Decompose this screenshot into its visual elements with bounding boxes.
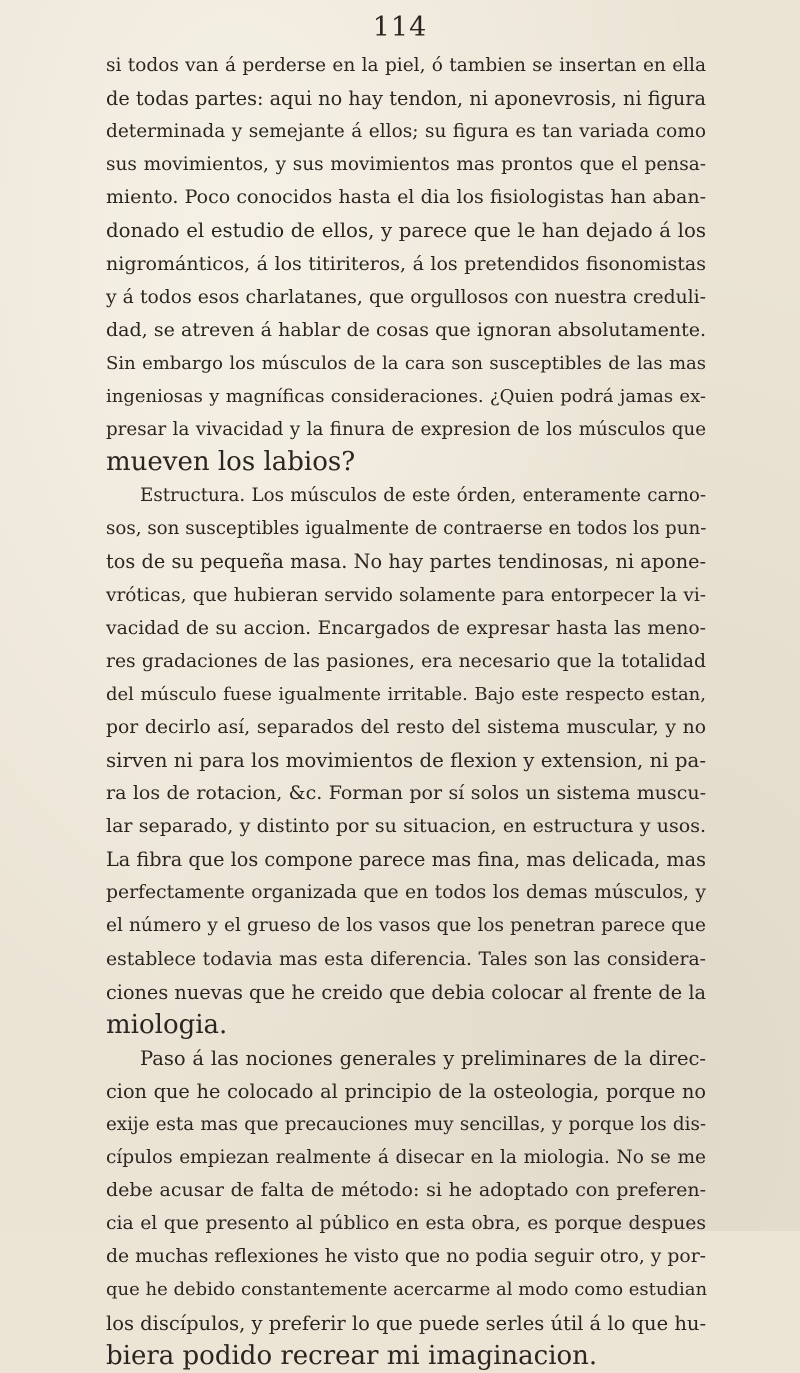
- page-number: 114: [372, 12, 428, 43]
- text-line: ra los de rotacion, &c. Forman por sí solos un sistema muscu-: [106, 782, 706, 805]
- paragraph-end-line: miologia.: [106, 1009, 228, 1040]
- text-line: dad, se atreven á hablar de cosas que ignoran absolutamente.: [106, 318, 706, 341]
- text-line: donado el estudio de ellos, y parece que le han dejado á los: [106, 219, 706, 243]
- text-line: determinada y semejante á ellos; su figura es tan variada como: [106, 121, 706, 143]
- text-line: sos, son susceptibles igualmente de contraerse en todos los pun-: [106, 518, 707, 540]
- text-line: perfectamente organizada que en todos los demas músculos, y: [106, 882, 706, 904]
- text-line: que he debido constantemente acercarme al modo como estudian: [106, 1279, 708, 1301]
- text-line: cia el que presento al público en esta obra, es porque despues: [106, 1213, 706, 1235]
- text-line: sus movimientos, y sus movimientos mas prontos que el pensa-: [106, 154, 706, 176]
- paragraph-end-line: mueven los labios?: [106, 447, 356, 478]
- text-line: cípulos empiezan realmente á disecar en la miologia. No se me: [106, 1147, 706, 1169]
- text-line: vacidad de su accion. Encargados de expresar hasta las meno-: [106, 617, 706, 639]
- text-line: vróticas, que hubieran servido solamente para entorpecer la vi-: [106, 584, 706, 606]
- text-line: Sin embargo los músculos de la cara son susceptibles de las mas: [106, 352, 706, 374]
- text-line: nigrománticos, á los titiriteros, á los pretendidos fisonomistas: [106, 252, 706, 275]
- text-line: los discípulos, y preferir lo que puede serles útil á lo que hu-: [106, 1311, 707, 1335]
- text-line: ciones nuevas que he creido que debia colocar al frente de la: [106, 980, 706, 1004]
- text-line: por decirlo así, separados del resto del sistema muscular, y no: [106, 716, 706, 738]
- text-line: debe acusar de falta de método: si he adoptado con preferen-: [106, 1179, 706, 1202]
- text-line: establece todavia mas esta diferencia. Tales son las considera-: [106, 948, 706, 970]
- paragraph-end-line: biera podido recrear mi imaginacion.: [106, 1340, 598, 1371]
- text-line: del músculo fuese igualmente irritable. Bajo este respecto estan,: [106, 683, 706, 705]
- text-line: ingeniosas y magníficas consideraciones. ¿Quien podrá jamas ex-: [106, 385, 706, 407]
- text-line: de todas partes: aqui no hay tendon, ni aponevrosis, ni figura: [106, 87, 706, 111]
- paragraph-start-line: Paso á las nociones generales y preliminares de la direc-: [140, 1046, 706, 1070]
- text-line: de muchas reflexiones he visto que no podia seguir otro, y por-: [106, 1246, 706, 1268]
- text-line: cion que he colocado al principio de la osteologia, porque no: [106, 1079, 706, 1103]
- text-line: exije esta mas que precauciones muy sencillas, y porque los dis-: [106, 1114, 706, 1135]
- text-line: tos de su pequeña masa. No hay partes tendinosas, ni apone-: [106, 550, 706, 574]
- text-line: lar separado, y distinto por su situacion, en estructura y usos.: [106, 815, 706, 838]
- text-line: presar la vivacidad y la finura de expresion de los músculos que: [106, 419, 706, 441]
- text-line: res gradaciones de las pasiones, era necesario que la totalidad: [106, 650, 706, 672]
- text-line: y á todos esos charlatanes, que orgullosos con nuestra creduli-: [106, 286, 706, 308]
- text-line: el número y el grueso de los vasos que los penetran parece que: [106, 915, 706, 937]
- text-line: si todos van á perderse en la piel, ó tambien se insertan en ella: [106, 55, 706, 76]
- text-line: miento. Poco conocidos hasta el dia los fisiologistas han aban-: [106, 186, 706, 209]
- section-heading-line: Estructura. Los músculos de este órden, enteramente carno-: [140, 485, 706, 507]
- body-text: [106, 49, 706, 1373]
- text-line: La fibra que los compone parece mas fina, mas delicada, mas: [106, 848, 706, 872]
- text-line: sirven ni para los movimientos de flexion y extension, ni pa-: [106, 748, 706, 772]
